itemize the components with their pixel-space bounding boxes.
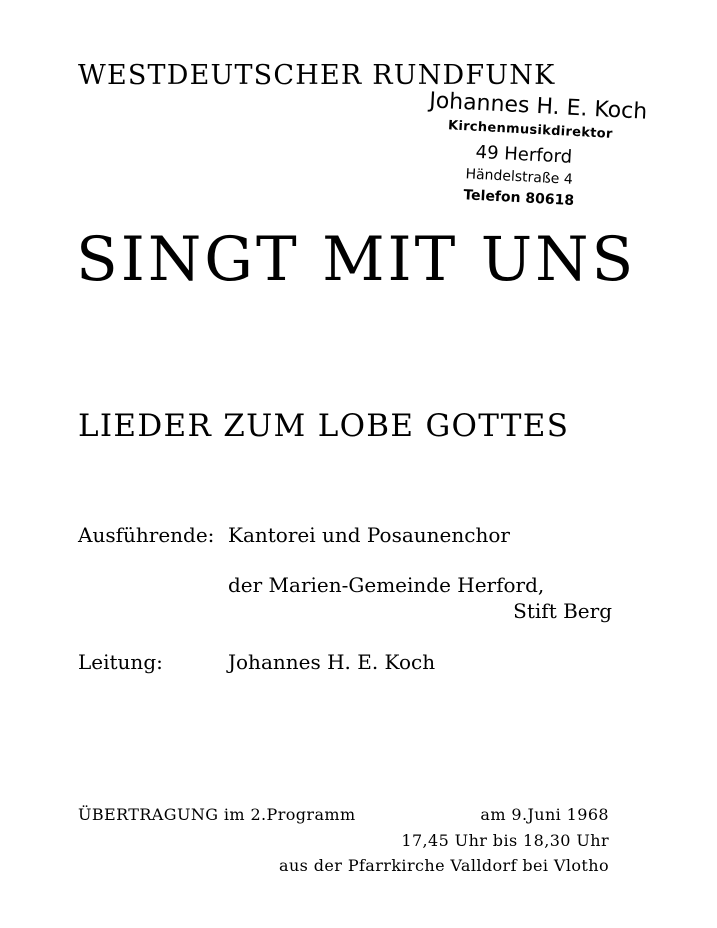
stamp-street: Händelstraße 4 [465,166,574,188]
stamp-city: 49 Herford [475,141,573,168]
page-title: SINGT MIT UNS [76,224,637,295]
leadership-label: Leitung: [78,650,163,674]
performers-line-2: der Marien-Gemeinde Herford, [228,573,545,597]
performers-label: Ausführende: [78,523,215,547]
broadcast-time: 17,45 Uhr bis 18,30 Uhr [401,831,609,850]
page-subtitle: LIEDER ZUM LOBE GOTTES [78,408,570,444]
broadcast-program: ÜBERTRAGUNG im 2.Programm [78,805,356,824]
performers-line-3: Stift Berg [513,599,612,623]
performers-line-1: Kantorei und Posaunenchor [228,523,510,547]
address-stamp [417,88,663,225]
broadcaster-name: WESTDEUTSCHER RUNDFUNK [78,60,556,91]
broadcast-date: am 9.Juni 1968 [480,805,609,824]
broadcast-location: aus der Pfarrkirche Valldorf bei Vlotho [279,856,609,875]
stamp-phone: Telefon 80618 [463,187,575,209]
leadership-name: Johannes H. E. Koch [228,650,436,674]
stamp-name: Johannes H. E. Koch [428,88,648,125]
stamp-title: Kirchenmusikdirektor [447,118,614,142]
